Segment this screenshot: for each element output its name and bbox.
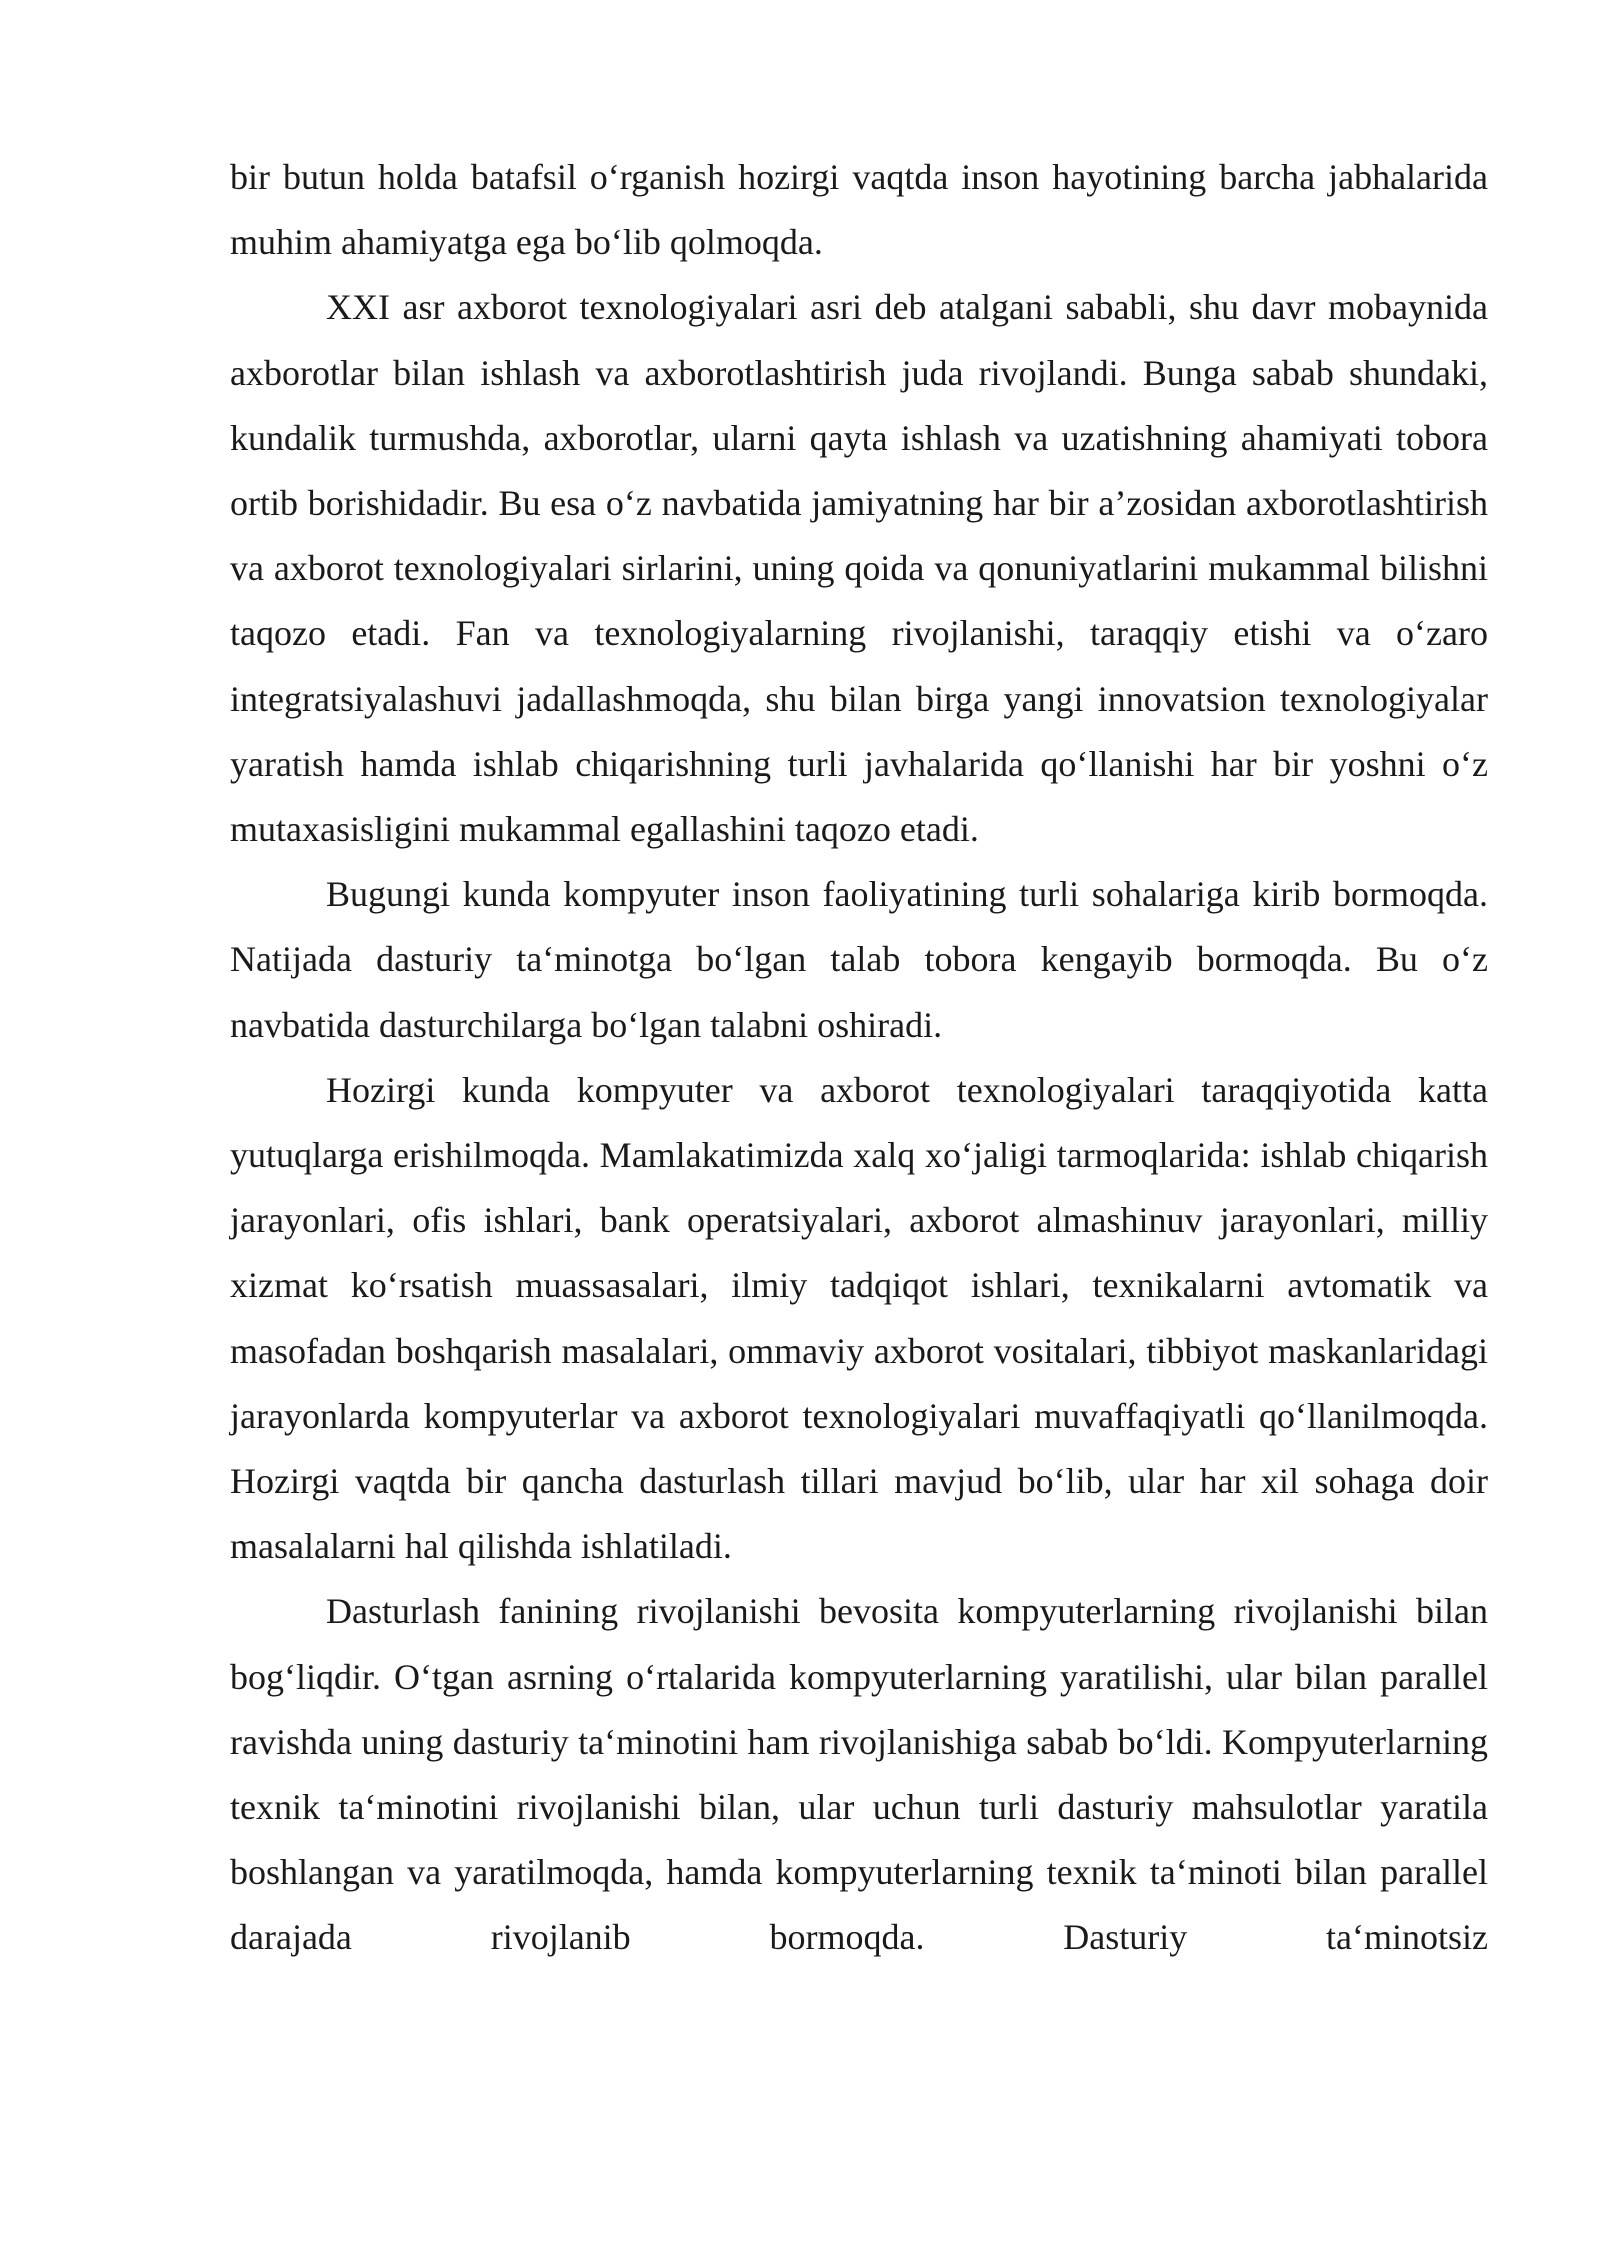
document-page <box>230 145 1488 1971</box>
paragraph: Bugungi kunda kompyuter inson faoliyatining turli sohalariga kirib bormoqda. Natijada dasturiy taʻminotga boʻlgan talab tobora kengayib bormoqda. Bu oʻz navbatida dasturchilarga boʻlgan talabni oshiradi. <box>230 874 1488 1045</box>
paragraph: Hozirgi kunda kompyuter va axborot texnologiyalari taraqqiyotida katta yutuqlarga erishilmoqda. Mamlakatimizda xalq xoʻjaligi tarmoqlarida: ishlab chiqarish jarayonlari, ofis ishlari, bank operatsiyalari, axborot almashinuv jarayonlari, milliy xizmat koʻrsatish muassasalari, ilmiy tadqiqot ishlari, texnikalarni avtomatik va masofadan boshqarish masalalari, ommaviy axborot vositalari, tibbiyot maskanlaridagi jarayonlarda kompyuterlar va axborot texnologiyalari muvaffaqiyatli qoʻllanilmoqda. Hozirgi vaqtda bir qancha dasturlash tillari mavjud boʻlib, ular har xil sohaga doir masalalarni hal qilishda ishlatiladi. <box>230 1069 1488 1567</box>
paragraph-continuation: bir butun holda batafsil oʻrganish hozirgi vaqtda inson hayotining barcha jabhalarida muhim ahamiyatga ega boʻlib qolmoqda. <box>230 157 1488 263</box>
paragraph: Dasturlash fanining rivojlanishi bevosita kompyuterlarning rivojlanishi bilan bogʻliqdir. Oʻtgan asrning oʻrtalarida kompyuterlarning yaratilishi, ular bilan parallel ravishda uning dasturiy taʻminotini ham rivojlanishiga sabab boʻldi. Kompyuterlarning texnik taʻminotini rivojlanishi bilan, ular uchun turli dasturiy mahsulotlar yaratila boshlangan va yaratilmoqda, hamda kompyuterlarning texnik taʻminoti bilan parallel darajada rivojlanib bormoqda. Dasturiy taʻminotsiz <box>230 1591 1488 1958</box>
paragraph: XXI asr axborot texnologiyalari asri deb atalgani sababli, shu davr mobaynida axborotlar bilan ishlash va axborotlashtirish juda rivojlandi. Bunga sabab shundaki, kundalik turmushda, axborotlar, ularni qayta ishlash va uzatishning ahamiyati tobora ortib borishidadir. Bu esa oʻz navbatida jamiyatning har bir a’zosidan axborotlashtirish va axborot texnologiyalari sirlarini, uning qoida va qonuniyatlarini mukammal bilishni taqozo etadi. Fan va texnologiyalarning rivojlanishi, taraqqiy etishi va oʻzaro integratsiyalashuvi jadallashmoqda, shu bilan birga yangi innovatsion texnologiyalar yaratish hamda ishlab chiqarishning turli javhalarida qoʻllanishi har bir yoshni oʻz mutaxasisligini mukammal egallashini taqozo etadi. <box>230 287 1488 850</box>
